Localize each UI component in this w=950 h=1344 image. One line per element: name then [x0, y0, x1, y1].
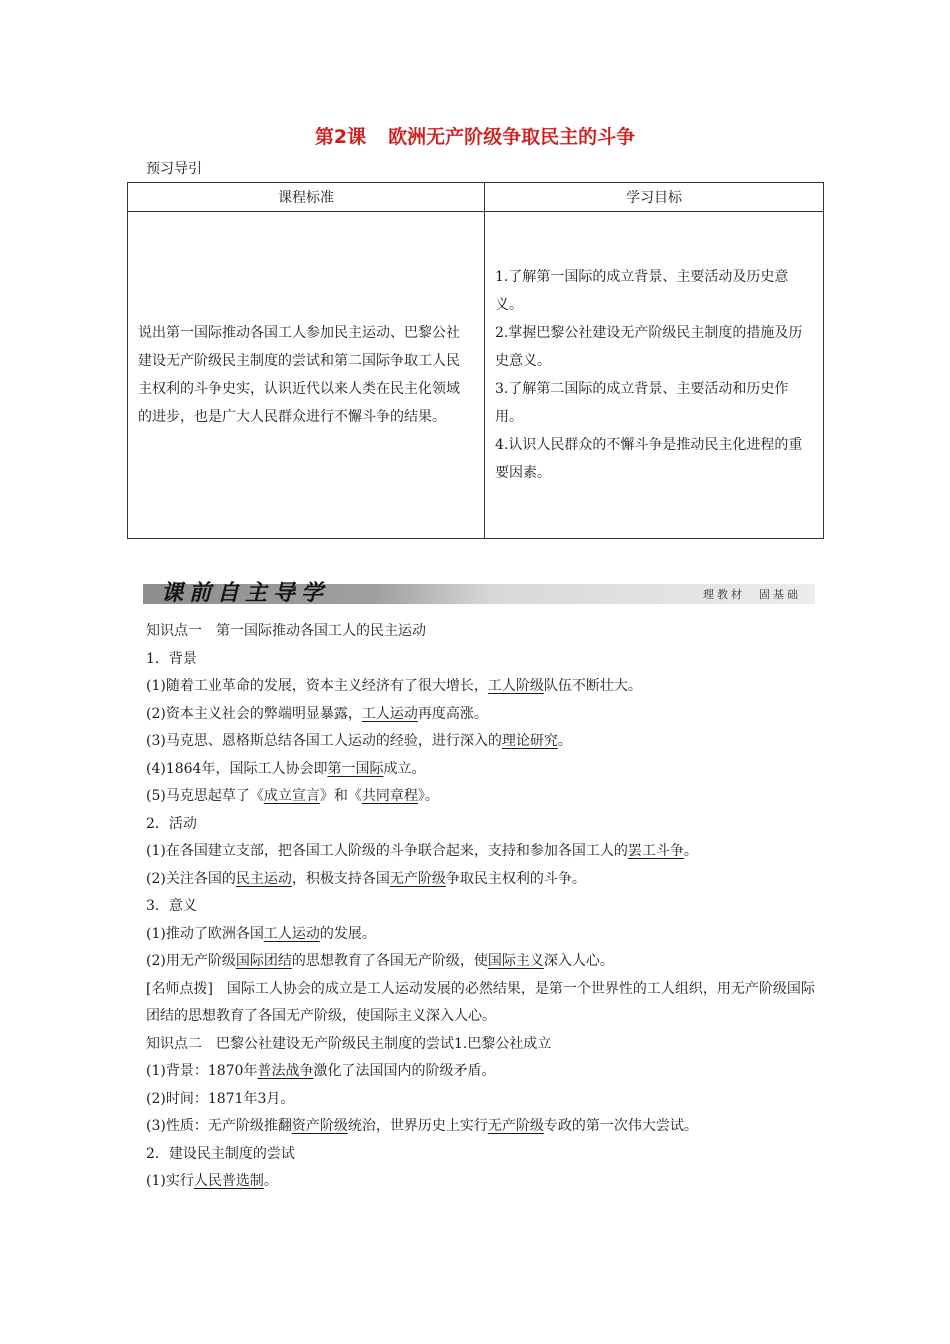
table-header-row: [128, 183, 824, 212]
standards-table: [127, 182, 824, 539]
list-item: (2)时间：1871年3月。: [146, 1090, 295, 1107]
header-goals: 学习目标: [485, 183, 824, 212]
list-item: (1)推动了欧洲各国工人运动的发展。: [146, 925, 376, 942]
page-title: [0, 122, 950, 149]
content-body: [146, 618, 816, 1196]
list-item: (2)关注各国的民主运动，积极支持各国无产阶级争取民主权利的斗争。: [146, 870, 586, 887]
section-heading: 2．活动: [146, 815, 197, 832]
list-item: (1)实行人民普选制。: [146, 1173, 278, 1189]
banner-subtitle: 理教材 固基础: [703, 588, 801, 601]
goals-cell: [485, 212, 824, 539]
goal-item: 4.认识人民群众的不懈斗争是推动民主化进程的重要因素。: [495, 437, 803, 481]
list-item: (1)背景：1870年普法战争激化了法国国内的阶级矛盾。: [146, 1063, 496, 1079]
section-heading: 1．背景: [146, 650, 197, 667]
section-banner: [143, 578, 815, 608]
list-item: (3)马克思、恩格斯总结各国工人运动的经验，进行深入的理论研究。: [146, 733, 572, 749]
lesson-name: 欧洲无产阶级争取民主的斗争: [388, 126, 636, 148]
list-item: (5)马克思起草了《成立宣言》和《共同章程》。: [146, 788, 439, 804]
list-item: (2)资本主义社会的弊端明显暴露，工人运动再度高涨。: [146, 705, 488, 722]
teacher-tip: [名师点拨] 国际工人协会的成立是工人运动发展的必然结果，是第一个世界性的工人组织，用无产阶级国际团结的思想教育了各国无产阶级，使国际主义深入人心。: [146, 980, 815, 1024]
table-row: [128, 212, 824, 539]
list-item: (1)随着工业革命的发展，资本主义经济有了很大增长，工人阶级队伍不断壮大。: [146, 678, 642, 694]
goal-item: 3.了解第二国际的成立背景、主要活动和历史作用。: [495, 381, 789, 425]
section-heading: 3．意义: [146, 898, 197, 914]
standard-cell: 说出第一国际推动各国工人参加民主运动、巴黎公社建设无产阶级民主制度的尝试和第二国际争取工人民主权利的斗争史实，认识近代以来人类在民主化领域的进步，也是广大人民群众进行不懈斗争的结果。: [128, 212, 485, 539]
banner-title: 课前自主导学: [161, 580, 330, 606]
list-item: (3)性质：无产阶级推翻资产阶级统治，世界历史上实行无产阶级专政的第一次伟大尝试。: [146, 1118, 698, 1134]
goal-item: 1.了解第一国际的成立背景、主要活动及历史意义。: [495, 269, 789, 313]
knowledge-point-2-title: 知识点二 巴黎公社建设无产阶级民主制度的尝试1.巴黎公社成立: [146, 1035, 552, 1052]
goal-item: 2.掌握巴黎公社建设无产阶级民主制度的措施及历史意义。: [495, 325, 803, 369]
list-item: (4)1864年，国际工人协会即第一国际成立。: [146, 760, 426, 777]
section-heading: 2．建设民主制度的尝试: [146, 1145, 295, 1162]
lesson-number: 第2课: [314, 126, 367, 148]
knowledge-point-1-title: 知识点一 第一国际推动各国工人的民主运动: [146, 623, 426, 639]
list-item: (2)用无产阶级国际团结的思想教育了各国无产阶级，使国际主义深入人心。: [146, 953, 614, 969]
header-standard: 课程标准: [128, 183, 485, 212]
preview-label: 预习导引: [146, 161, 202, 177]
list-item: (1)在各国建立支部，把各国工人阶级的斗争联合起来，支持和参加各国工人的罢工斗争。: [146, 843, 698, 859]
